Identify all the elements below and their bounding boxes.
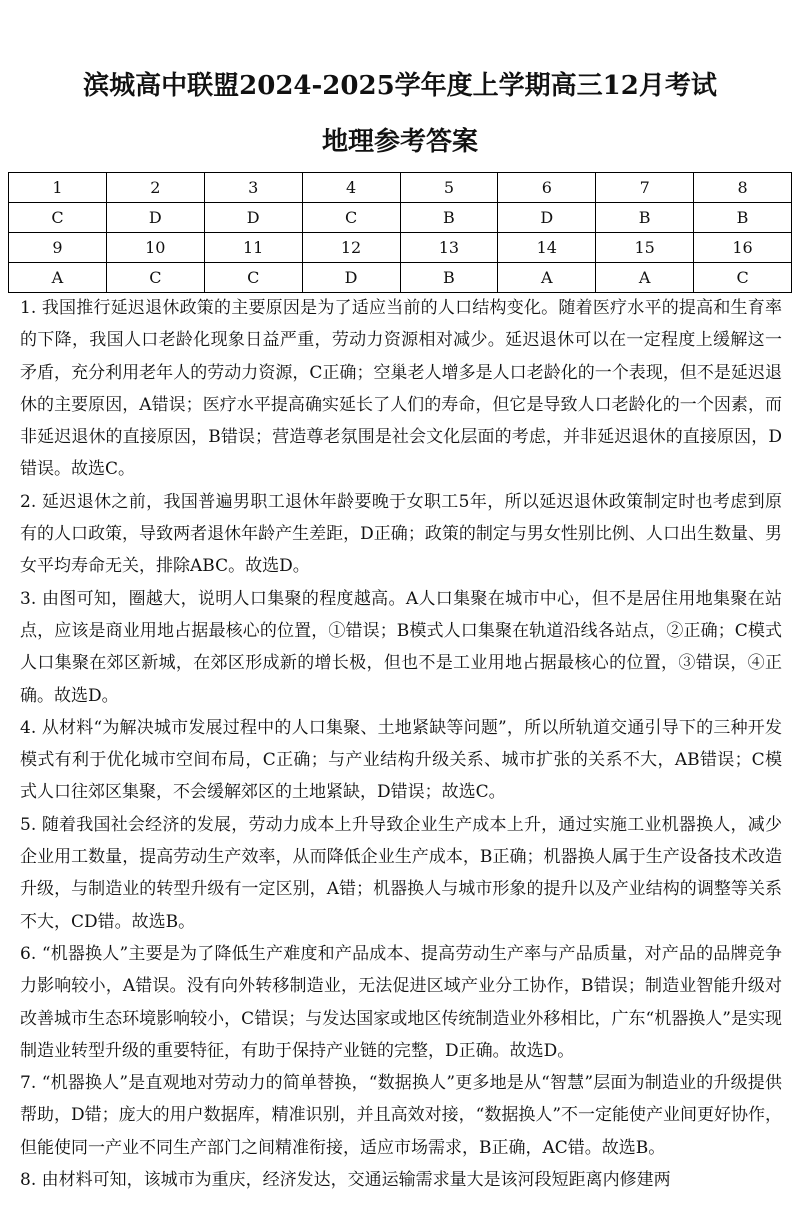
explanation-paragraph: 6. “机器换人”主要是为了降低生产难度和产品成本、提高劳动生产率与产品质量，对产品的品牌竞争力影响较小，A错误。没有向外转移制造业，无法促进区域产业分工协作，B错误；制造业智能升级对改善城市生态环境影响较小，C错误；与发达国家或地区传统制造业外移相比，广东“机器换人”是实现制造业转型升级的重要特征，有助于保持产业链的完整，D正确。故选D。 <box>20 943 782 1061</box>
question-number-cell: 15 <box>596 233 694 263</box>
explanation-paragraph: 7. “机器换人”是直观地对劳动力的简单替换，“数据换人”更多地是从“智慧”层面为制造业的升级提供帮助，D错；庞大的用户数据库，精准识别，并且高效对接，“数据换人”不一定能使产业间更好协作，但能使同一产业不同生产部门之间精准衔接，适应市场需求，B正确，AC错。故选B。 <box>20 1073 783 1158</box>
question-number-cell: 9 <box>9 233 107 263</box>
answer-cell: B <box>400 263 498 293</box>
answer-row <box>9 203 792 233</box>
explanation-paragraph: 3. 由图可知，圈越大，说明人口集聚的程度越高。A人口集聚在城市中心，但不是居住用地集聚在站点，应该是商业用地占据最核心的位置，①错误；B模式人口集聚在轨道沿线各站点，②正确；C模式人口集聚在郊区新城，在郊区形成新的增长极，但也不是工业用地占据最核心的位置，③错误，④正确。故选D。 <box>20 588 782 706</box>
answer-cell: C <box>106 263 204 293</box>
answer-cell: B <box>596 203 694 233</box>
question-number-cell: 6 <box>498 173 596 203</box>
question-number-cell: 5 <box>400 173 498 203</box>
answer-cell: D <box>106 203 204 233</box>
answer-cell: A <box>596 263 694 293</box>
explanation-paragraph: 1. 我国推行延迟退休政策的主要原因是为了适应当前的人口结构变化。随着医疗水平的提高和生育率的下降，我国人口老龄化现象日益严重，劳动力资源相对减少。延迟退休可以在一定程度上缓解这一矛盾，充分利用老年人的劳动力资源，C正确；空巢老人增多是人口老龄化的一个表现，但不是延迟退休的主要原因，A错误；医疗水平提高确实延长了人们的寿命，但它是导致人口老龄化的一个因素，而非延迟退休的直接原因，B错误；营造尊老氛围是社会文化层面的考虑，并非延迟退休的直接原因，D错误。故选C。 <box>20 298 782 480</box>
question-number-cell: 16 <box>694 233 792 263</box>
answer-cell: D <box>204 203 302 233</box>
question-number-cell: 12 <box>302 233 400 263</box>
answer-table <box>8 172 792 293</box>
answer-cell: C <box>204 263 302 293</box>
answer-cell: C <box>302 203 400 233</box>
question-number-cell: 4 <box>302 173 400 203</box>
question-number-cell: 14 <box>498 233 596 263</box>
explanation-paragraph: 5. 随着我国社会经济的发展，劳动力成本上升导致企业生产成本上升，通过实施工业机器换人，减少企业用工数量，提高劳动生产效率，从而降低企业生产成本，B正确；机器换人属于生产设备技术改造升级，与制造业的转型升级有一定区别，A错；机器换人与城市形象的提升以及产业结构的调整等关系不大，CD错。故选B。 <box>20 814 782 932</box>
answer-cell: D <box>302 263 400 293</box>
answer-cell: B <box>694 203 792 233</box>
answer-cell: A <box>9 263 107 293</box>
question-number-cell: 11 <box>204 233 302 263</box>
question-number-cell: 3 <box>204 173 302 203</box>
explanation-paragraph: 2. 延迟退休之前，我国普遍男职工退休年龄要晚于女职工5年，所以延迟退休政策制定时也考虑到原有的人口政策，导致两者退休年龄产生差距，D正确；政策的制定与男女性别比例、人口出生数量、男女平均寿命无关，排除ABC。故选D。 <box>20 491 782 577</box>
question-number-cell: 2 <box>106 173 204 203</box>
answer-cell: A <box>498 263 596 293</box>
answer-row <box>9 263 792 293</box>
explanation-paragraph: 8. 由材料可知，该城市为重庆，经济发达，交通运输需求量大是该河段短距离内修建两 <box>20 1170 671 1191</box>
question-number-row <box>9 233 792 263</box>
answer-cell: C <box>9 203 107 233</box>
question-number-row <box>9 173 792 203</box>
explanations <box>20 292 782 1196</box>
question-number-cell: 13 <box>400 233 498 263</box>
answer-cell: B <box>400 203 498 233</box>
question-number-cell: 1 <box>9 173 107 203</box>
answer-cell: D <box>498 203 596 233</box>
question-number-cell: 7 <box>596 173 694 203</box>
question-number-cell: 8 <box>694 173 792 203</box>
answer-cell: C <box>694 263 792 293</box>
exam-title: 滨城高中联盟2024-2025学年度上学期高三12月考试 <box>83 71 717 101</box>
answer-key-subtitle: 地理参考答案 <box>321 127 478 157</box>
explanation-paragraph: 4. 从材料“为解决城市发展过程中的人口集聚、土地紧缺等问题”，所以所轨道交通引导下的三种开发模式有利于优化城市空间布局，C正确；与产业结构升级关系、城市扩张的关系不大，AB错误；C模式人口往郊区集聚，不会缓解郊区的土地紧缺，D错误；故选C。 <box>20 717 782 803</box>
question-number-cell: 10 <box>106 233 204 263</box>
